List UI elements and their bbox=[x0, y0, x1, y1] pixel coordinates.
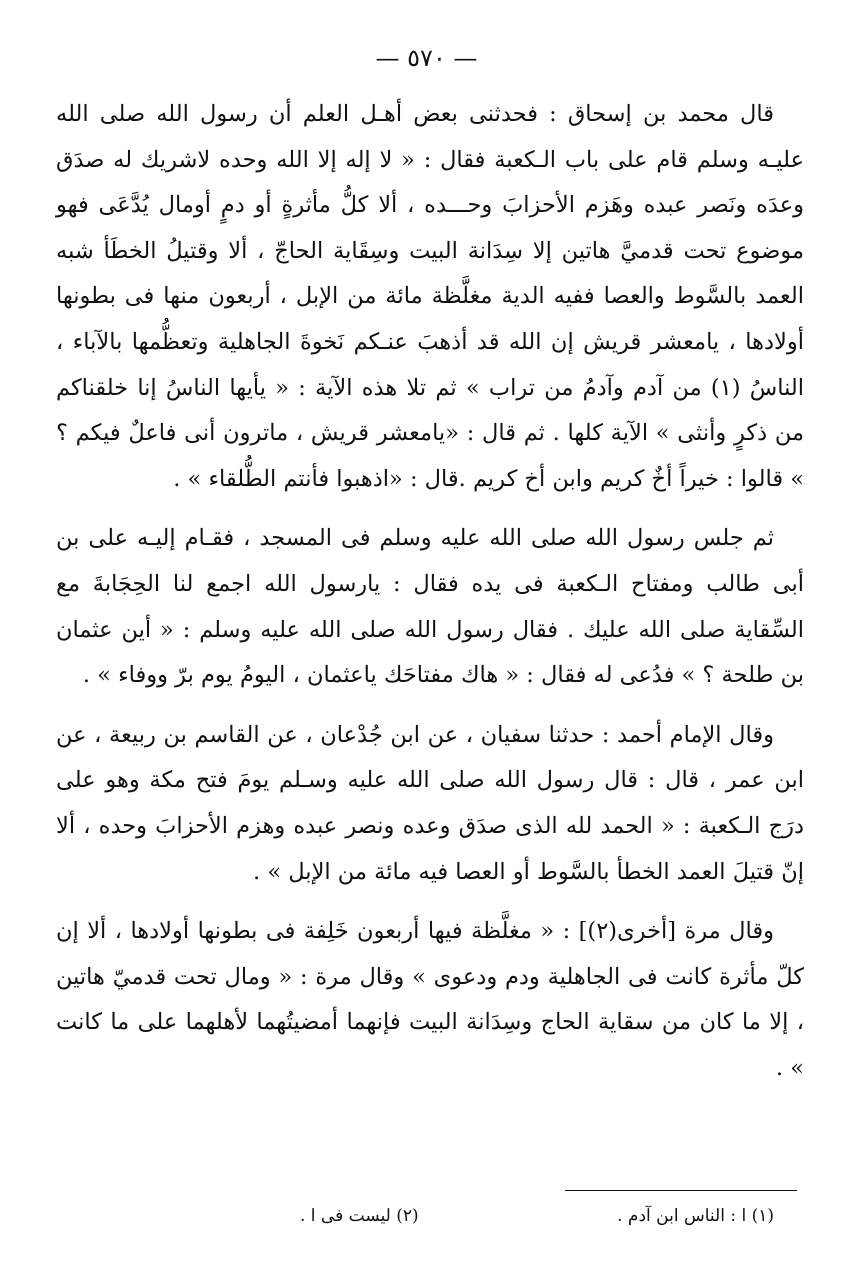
main-text bbox=[56, 92, 804, 1105]
paragraph-1: قال محمد بن إسحاق : فحدثنى بعض أهـل العلم أن رسول الله صلى الله عليـه وسلم قام على باب الـكعبة فقال : « لا إله إلا الله وحده لاشريك له صدَق وعدَه ونَصر عبده وهَزم الأحزابَ وحـــده ، ألا كلُّ مأثرةٍ أو دمٍ أومال يُدَّعَى فهو موضوع تحت قدميَّ هاتين إلا سِدَانة البيت وسِقَاية الحاجّ ، ألا وقتيلُ الخطَأ شبه العمد بالسَّوط والعصا ففيه الدية مغلَّظة مائة من الإبل ، أربعون منها فى بطونها أولادها ، يامعشر قريش إن الله قد أذهبَ عنـكم نَخوةَ الجاهلية وتعظُّمها بالآباء ، الناسُ (١) من آدم وآدمُ من تراب » ثم تلا هذه الآية : « يأيها الناسُ إنا خلقناكم من ذكرٍ وأنثى » الآية كلها . ثم قال : «يامعشر قريش ، ماترون أنى فاعلٌ فيكم ؟ » قالوا : خيراً أخٌ كريم وابن أخ كريم .قال : «اذهبوا فأنتم الطُّلقاء » . bbox=[56, 101, 804, 492]
paragraph-3: وقال الإمام أحمد : حدثنا سفيان ، عن ابن جُدْعان ، عن القاسم بن ربيعة ، عن ابن عمر ، قال : قال رسول الله صلى الله عليه وسـلم يومَ فتح مكة وهو على درَج الـكعبة : « الحمد لله الذى صدَق وعده ونصر عبده وهزم الأحزابَ وحده ، ألا إنّ قتيلَ العمد الخطأ بالسَّوط أو العصا فيه مائة من الإبل » . bbox=[56, 721, 804, 885]
footnote-1: (١) ا : الناس ابن آدم . bbox=[617, 1206, 774, 1226]
footnote-divider bbox=[565, 1190, 797, 1191]
paragraph-2: ثم جلس رسول الله صلى الله عليه وسلم فى المسجد ، فقـام إليـه على بن أبى طالب ومفتاح الـكعبة فى يده فقال : يارسول الله اجمع لنا الحِجَابةَ مع السِّقاية صلى الله عليك . فقال رسول الله صلى الله عليه وسلم : « أين عثمان بن طلحة ؟ » فدُعى له فقال : « هاك مفتاحَك ياعثمان ، اليومُ يوم برّ ووفاء » . bbox=[56, 525, 804, 689]
footnote-2: (٢) ليست فى ا . bbox=[300, 1206, 419, 1226]
paragraph-4: وقال مرة [أخرى(٢)] : « مغلَّظة فيها أربعون خَلِفة فى بطونها أولادها ، ألا إن كلّ مأثرة كانت فى الجاهلية ودم ودعوى » وقال مرة : « ومال تحت قدميّ هاتين ، إلا ما كان من سقاية الحاج وسِدَانة البيت فإنهما أمضيتُهما لأهلهما على ما كانت » . bbox=[56, 918, 804, 1081]
footnotes bbox=[300, 1206, 774, 1226]
page-number: — ٥٧٠ — bbox=[375, 44, 478, 72]
